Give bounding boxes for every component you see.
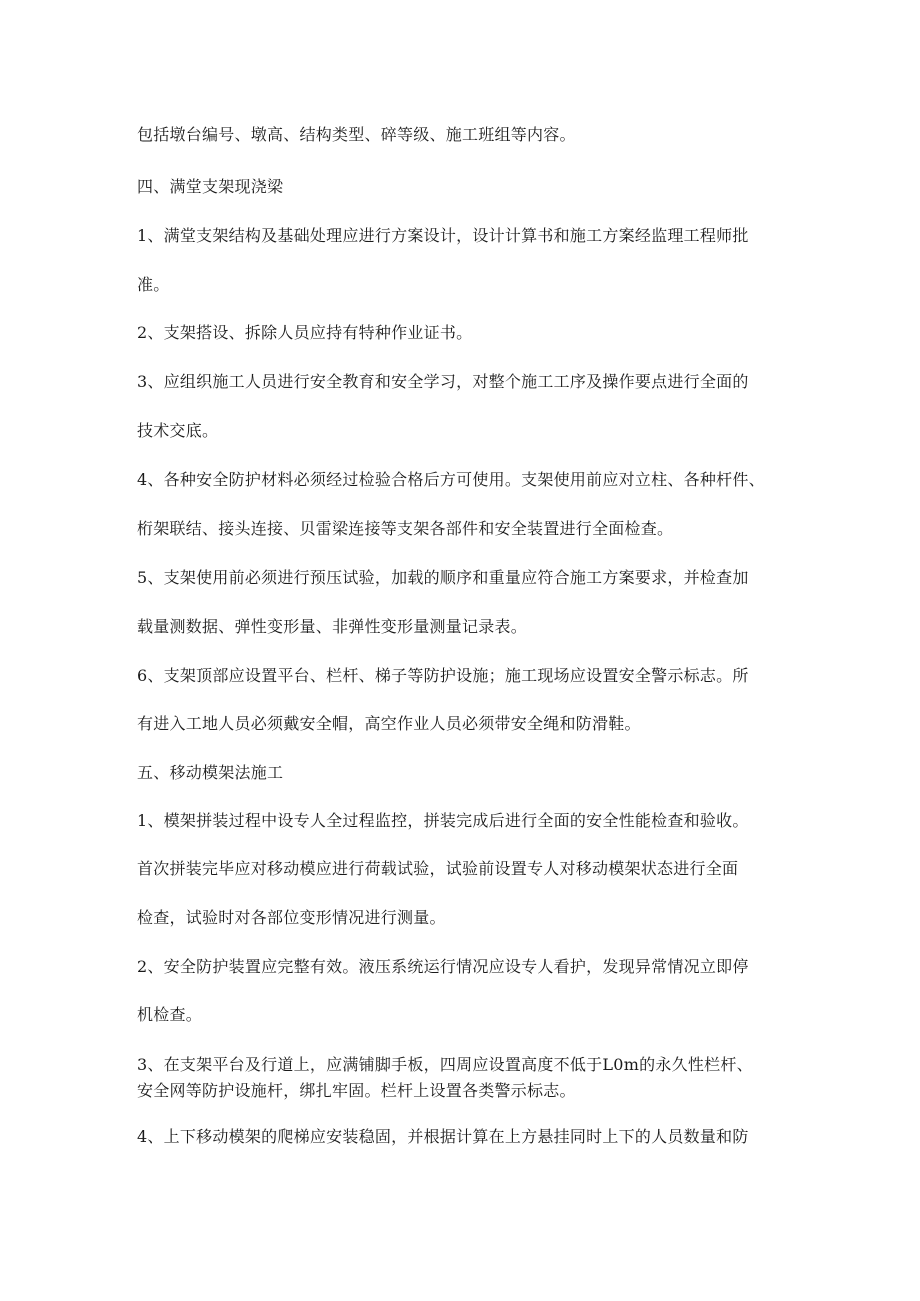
text-line: 4、各种安全防护材料必须经过检验合格后方可使用。支架使用前应对立柱、各种杆件、: [137, 470, 765, 489]
text-line: 2、安全防护装置应完整有效。液压系统运行情况应设专人看护，发现异常情况立即停: [137, 957, 749, 976]
text-line: 4、上下移动模架的爬梯应安装稳固，并根据计算在上方悬挂同时上下的人员数量和防: [137, 1127, 749, 1146]
text-line: 5、支架使用前必须进行预压试验，加载的顺序和重量应符合施工方案要求，并检查加: [137, 568, 749, 587]
text-line: 准。: [137, 275, 170, 294]
text-line: 1、满堂支架结构及基础处理应进行方案设计，设计计算书和施工方案经监理工程师批: [137, 226, 749, 245]
text-line: 安全网等防护设施杆，绑扎牢固。栏杆上设置各类警示标志。: [137, 1081, 576, 1100]
text-line: 有进入工地人员必须戴安全帽，高空作业人员必须带安全绳和防滑鞋。: [137, 714, 641, 733]
text-line: 机检查。: [137, 1005, 203, 1024]
text-line: 包括墩台编号、墩高、结构类型、碎等级、施工班组等内容。: [137, 125, 576, 144]
text-line: 3、应组织施工人员进行安全教育和安全学习，对整个施工工序及操作要点进行全面的: [137, 372, 749, 391]
text-line: 首次拼装完毕应对移动模应进行荷载试验，试验前设置专人对移动模架状态进行全面: [137, 859, 739, 878]
text-line: 2、支架搭设、拆除人员应持有特种作业证书。: [137, 323, 473, 342]
text-line: 技术交底。: [137, 421, 219, 440]
section-heading: 四、满堂支架现浇梁: [137, 177, 284, 196]
text-line: 6、支架顶部应设置平台、栏杆、梯子等防护设施；施工现场应设置安全警示标志。所: [137, 666, 749, 685]
text-line: 载量测数据、弹性变形量、非弹性变形量测量记录表。: [137, 617, 528, 636]
text-line: 桁架联结、接头连接、贝雷梁连接等支架各部件和安全装置进行全面检查。: [137, 519, 674, 538]
text-line: 3、在支架平台及行道上，应满铺脚手板，四周应设置高度不低于L0m的永久性栏杆、: [137, 1055, 753, 1074]
text-line: 检查，试验时对各部位变形情况进行测量。: [137, 908, 446, 927]
text-line: 1、模架拼装过程中设专人全过程监控，拼装完成后进行全面的安全性能检查和验收。: [137, 811, 749, 830]
section-heading: 五、移动模架法施工: [137, 763, 284, 782]
